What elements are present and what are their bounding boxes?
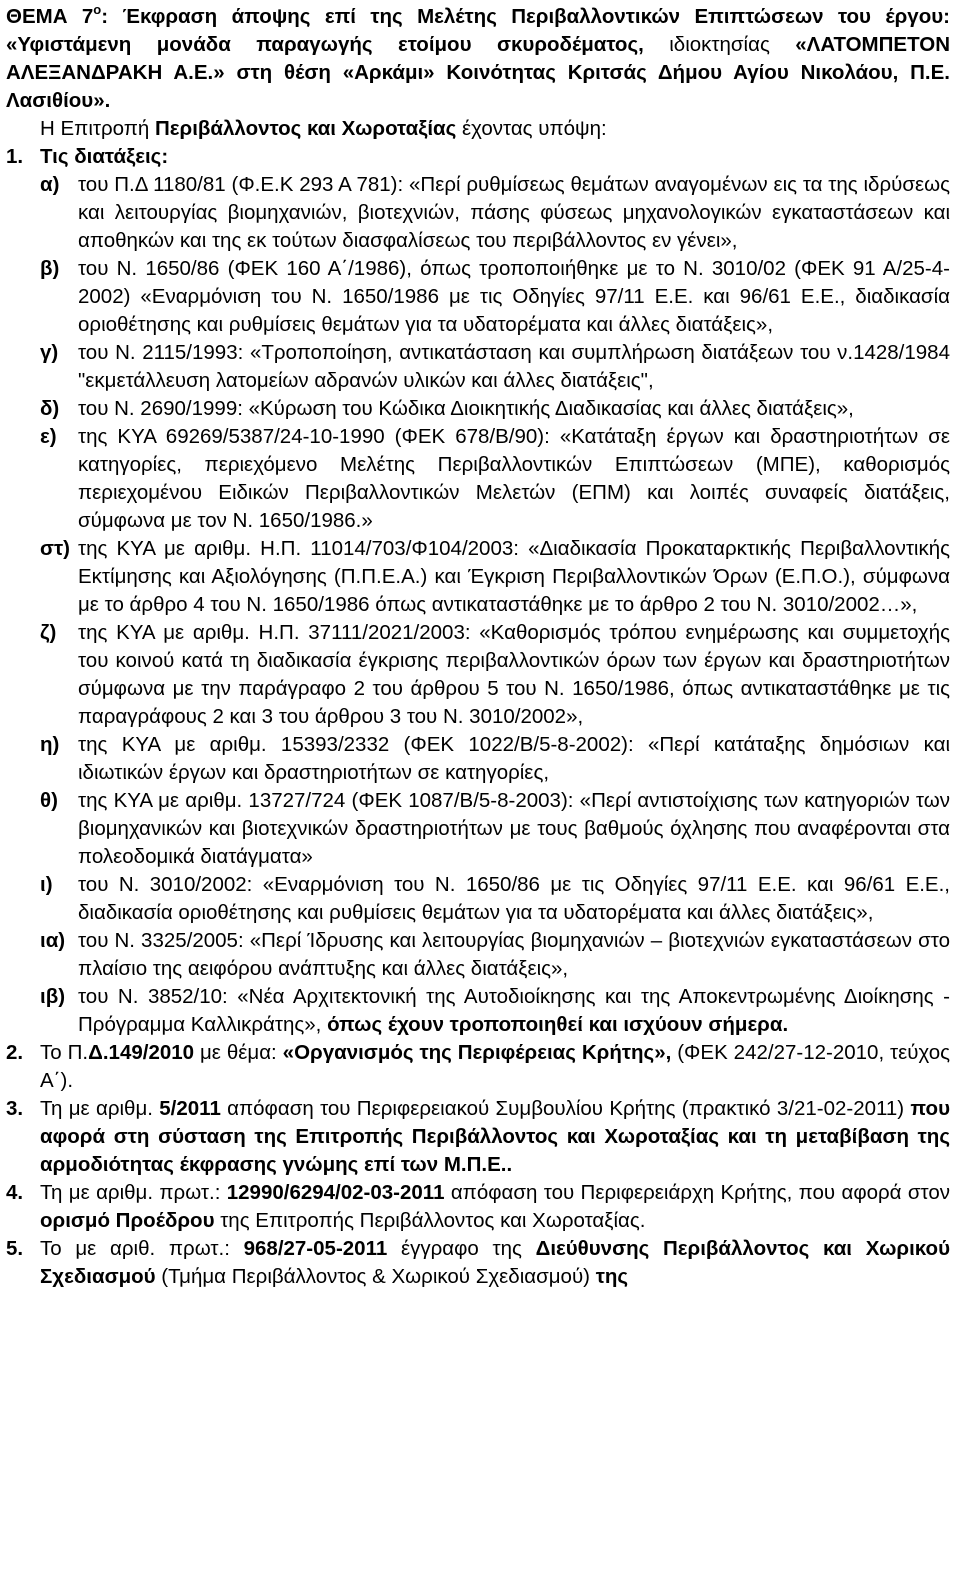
provision-text: του Ν. 1650/86 (ΦΕΚ 160 Α΄/1986), όπως τροποποιήθηκε με το Ν. 3010/02 (ΦΕΚ 91 Α/25-4-2002) «Εναρμόνιση του Ν. 1650/1986 με τις Οδηγίες 97/11 Ε.Ε. και 96/61 Ε.Ε., διαδικασία οριοθέτησης και ρυθμίσεις θεμάτων για τα υδατορέματα και άλλες διατάξεις», [78, 257, 950, 336]
provision-label: γ) [40, 341, 59, 364]
provision-label: ιβ) [40, 985, 66, 1008]
provision-label: δ) [40, 397, 60, 420]
provision-text: της ΚΥΑ με αριθμ. Η.Π. 11014/703/Φ104/2003: «Διαδικασία Προκαταρκτικής Περιβαλλοντικής Εκτίμησης και Αξιολόγησης (Π.Π.Ε.Α.) και Έγκριση Περιβαλλοντικών Όρων (Ε.Π.Ο.), σύμφωνα με το άρθρο 4 του Ν. 1650/1986 όπως αντικαταστάθηκε με το άρθρο 2 του Ν. 3010/2002…», [78, 537, 950, 616]
provision-item [6, 395, 950, 423]
text-bold: 968/27-05-2011 [243, 1237, 388, 1260]
section-4 [6, 1179, 950, 1235]
section-number: 3. [6, 1097, 24, 1120]
text: της Επιτροπής Περιβάλλοντος και Χωροταξίας. [214, 1209, 646, 1232]
provision-bold-tail: όπως έχουν τροποποιηθεί και ισχύουν σήμερα. [321, 1013, 789, 1036]
provision-text: της ΚΥΑ 69269/5387/24-10-1990 (ΦΕΚ 678/Β/90): «Κατάταξη έργων και δραστηριοτήτων σε κατηγορίες, περιεχόμενο Μελέτης Περιβαλλοντικών Επιπτώσεων (ΜΠΕ), καθορισμός περιεχομένου Ειδικών Περιβαλλοντικών Μελετών (ΕΠΜ) και λοιπές συναφείς διατάξεις, σύμφωνα με τον Ν. 1650/1986.» [78, 425, 950, 532]
topic-owner: «ΛΑΤΟΜΠΕΤΟΝ ΑΛΕΞΑΝΔΡΑΚΗ Α.Ε.» στη θέση «Αρκάμι» Κοινότητας Κριτσάς Δήμου Αγίου Νικολάου, Π.Ε. Λασιθίου». [6, 33, 950, 112]
provision-text: της ΚΥΑ με αριθμ. 15393/2332 (ΦΕΚ 1022/Β/5-8-2002): «Περί κατάταξης δημόσιων και ιδιωτικών έργων και δραστηριοτήτων σε κατηγορίες, [78, 733, 950, 784]
section-number: 5. [6, 1237, 24, 1260]
intro-line [6, 115, 950, 143]
text: Τη με αριθμ. πρωτ.: [40, 1181, 227, 1204]
provisions-list [6, 171, 950, 1039]
text-bold: ορισμό Προέδρου [40, 1209, 215, 1232]
provision-text: του Ν. 2115/1993: «Τροποποίηση, αντικατάσταση και συμπλήρωση διατάξεων του ν.1428/1984 "εκμετάλλευση λατομείων αδρανών υλικών και άλλες διατάξεις", [78, 341, 950, 392]
text-bold: 12990/6294/02-03-2011 [226, 1181, 445, 1204]
topic-heading [6, 3, 950, 115]
text: Τη με αριθμ. [40, 1097, 160, 1120]
section-3 [6, 1095, 950, 1179]
provision-label: β) [40, 257, 60, 280]
provision-label: η) [40, 733, 60, 756]
provision-item [6, 731, 950, 787]
provision-item [6, 255, 950, 339]
topic-title: : Έκφραση άποψης επί της Μελέτης Περιβαλλοντικών Επιπτώσεων του έργου: «Υφιστάμενη μονάδα παραγωγής ετοίμου σκυροδέματος, [6, 5, 950, 56]
provision-label: ζ) [40, 621, 57, 644]
document-page [0, 3, 960, 1291]
provision-item [6, 535, 950, 619]
provision-text: του Ν. 3852/10: «Νέα Αρχιτεκτονική της Αυτοδιοίκησης και της Αποκεντρωμένης Διοίκησης - Πρόγραμμα Καλλικράτης», [78, 985, 950, 1036]
provision-item [6, 927, 950, 983]
provision-label: α) [40, 173, 60, 196]
provision-label: στ) [40, 537, 70, 560]
text: (Τμήμα Περιβάλλοντος & Χωρικού Σχεδιασμού) [155, 1265, 596, 1288]
provision-text: του Ν. 3325/2005: «Περί Ίδρυσης και λειτουργίας βιομηχανιών – βιοτεχνιών εγκαταστάσεων στο πλαίσιο της αειφόρου ανάπτυξης και άλλες διατάξεις», [78, 929, 950, 980]
text-bold: που αφορά στη σύσταση της Επιτροπής Περιβάλλοντος και Χωροταξίας και τη μεταβίβαση της αρμοδιότητας έκφρασης γνώμης επί των Μ.Π.Ε.. [40, 1097, 951, 1176]
intro-text: Η Επιτροπή [40, 117, 155, 140]
section-2 [6, 1039, 950, 1095]
text-bold: Δ.149/2010 [88, 1041, 195, 1064]
provision-item [6, 171, 950, 255]
text: (ΦΕΚ 242/27-12-2010, τεύχος Α΄). [40, 1041, 950, 1092]
provision-item [6, 983, 950, 1039]
committee-name: Περιβάλλοντος και Χωροταξίας [154, 117, 457, 140]
provision-item [6, 871, 950, 927]
provision-item [6, 423, 950, 535]
text-bold: της [595, 1265, 629, 1288]
section-number: 1. [6, 145, 24, 168]
provision-label: ια) [40, 929, 66, 952]
topic-ordinal: ο [93, 2, 102, 18]
provision-text: του Ν. 3010/2002: «Εναρμόνιση του Ν. 1650/86 με τις Οδηγίες 97/11 Ε.Ε. και 96/61 Ε.Ε., διαδικασία οριοθέτησης και ρυθμίσεις θεμάτων για τα υδατορέματα και άλλες διατάξεις», [78, 873, 950, 924]
intro-text-end: έχοντας υπόψη: [456, 117, 607, 140]
text-bold: 5/2011 [159, 1097, 221, 1120]
text-bold: «Οργανισμός της Περιφέρειας Κρήτης», [282, 1041, 672, 1064]
text: Το με αριθ. πρωτ.: [40, 1237, 244, 1260]
section-1 [6, 143, 950, 171]
provision-item [6, 787, 950, 871]
section-title: Τις διατάξεις: [40, 145, 169, 168]
text-bold: Διεύθυνσης Περιβάλλοντος και Χωρικού Σχεδιασμού [40, 1237, 951, 1288]
text: απόφαση του Περιφερειακού Συμβουλίου Κρήτης (πρακτικό 3/21-02-2011) [220, 1097, 911, 1120]
provision-item [6, 619, 950, 731]
text: Το Π. [40, 1041, 89, 1064]
topic-ownership: ιδιοκτησίας [643, 33, 796, 56]
section-number: 2. [6, 1041, 24, 1064]
provision-label: ε) [40, 425, 57, 448]
text: απόφαση του Περιφερειάρχη Κρήτης, που αφορά στον [444, 1181, 950, 1204]
section-number: 4. [6, 1181, 24, 1204]
topic-number: ΘΕΜΑ 7 [6, 5, 94, 28]
provision-text: της ΚΥΑ με αριθμ. Η.Π. 37111/2021/2003: «Καθορισμός τρόπου ενημέρωσης και συμμετοχής του κοινού κατά τη διαδικασία έγκρισης περιβαλλοντικών όρων των έργων και δραστηριοτήτων σύμφωνα με την παράγραφο 2 του άρθρου 5 του Ν. 1650/1986, όπως αντικαταστάθηκε με τις παραγράφους 2 και 3 του άρθρου 3 του Ν. 3010/2002», [78, 621, 950, 728]
provision-text: του Ν. 2690/1999: «Κύρωση του Κώδικα Διοικητικής Διαδικασίας και άλλες διατάξεις», [78, 397, 854, 420]
provision-label: θ) [40, 789, 58, 812]
provision-text: της ΚΥΑ με αριθμ. 13727/724 (ΦΕΚ 1087/Β/5-8-2003): «Περί αντιστοίχισης των κατηγοριών των βιομηχανικών και βιοτεχνικών δραστηριοτήτων με τους βαθμούς όχλησης που αναφέρονται στα πολεοδομικά διατάγματα» [78, 789, 950, 868]
text: με θέμα: [194, 1041, 283, 1064]
provision-text: του Π.Δ 1180/81 (Φ.Ε.Κ 293 Α 781): «Περί ρυθμίσεως θεμάτων αναγομένων εις τα της ιδρύσεως και λειτουργίας βιομηχανιών, βιοτεχνιών, πάσης φύσεως μηχανολογικών εγκαταστάσεων και αποθηκών και της εκ τούτων διασφαλίσεως του περιβάλλοντος εν γένει», [78, 173, 950, 252]
text: έγγραφο της [387, 1237, 536, 1260]
provision-item [6, 339, 950, 395]
section-5 [6, 1235, 950, 1291]
provision-label: ι) [40, 873, 53, 896]
